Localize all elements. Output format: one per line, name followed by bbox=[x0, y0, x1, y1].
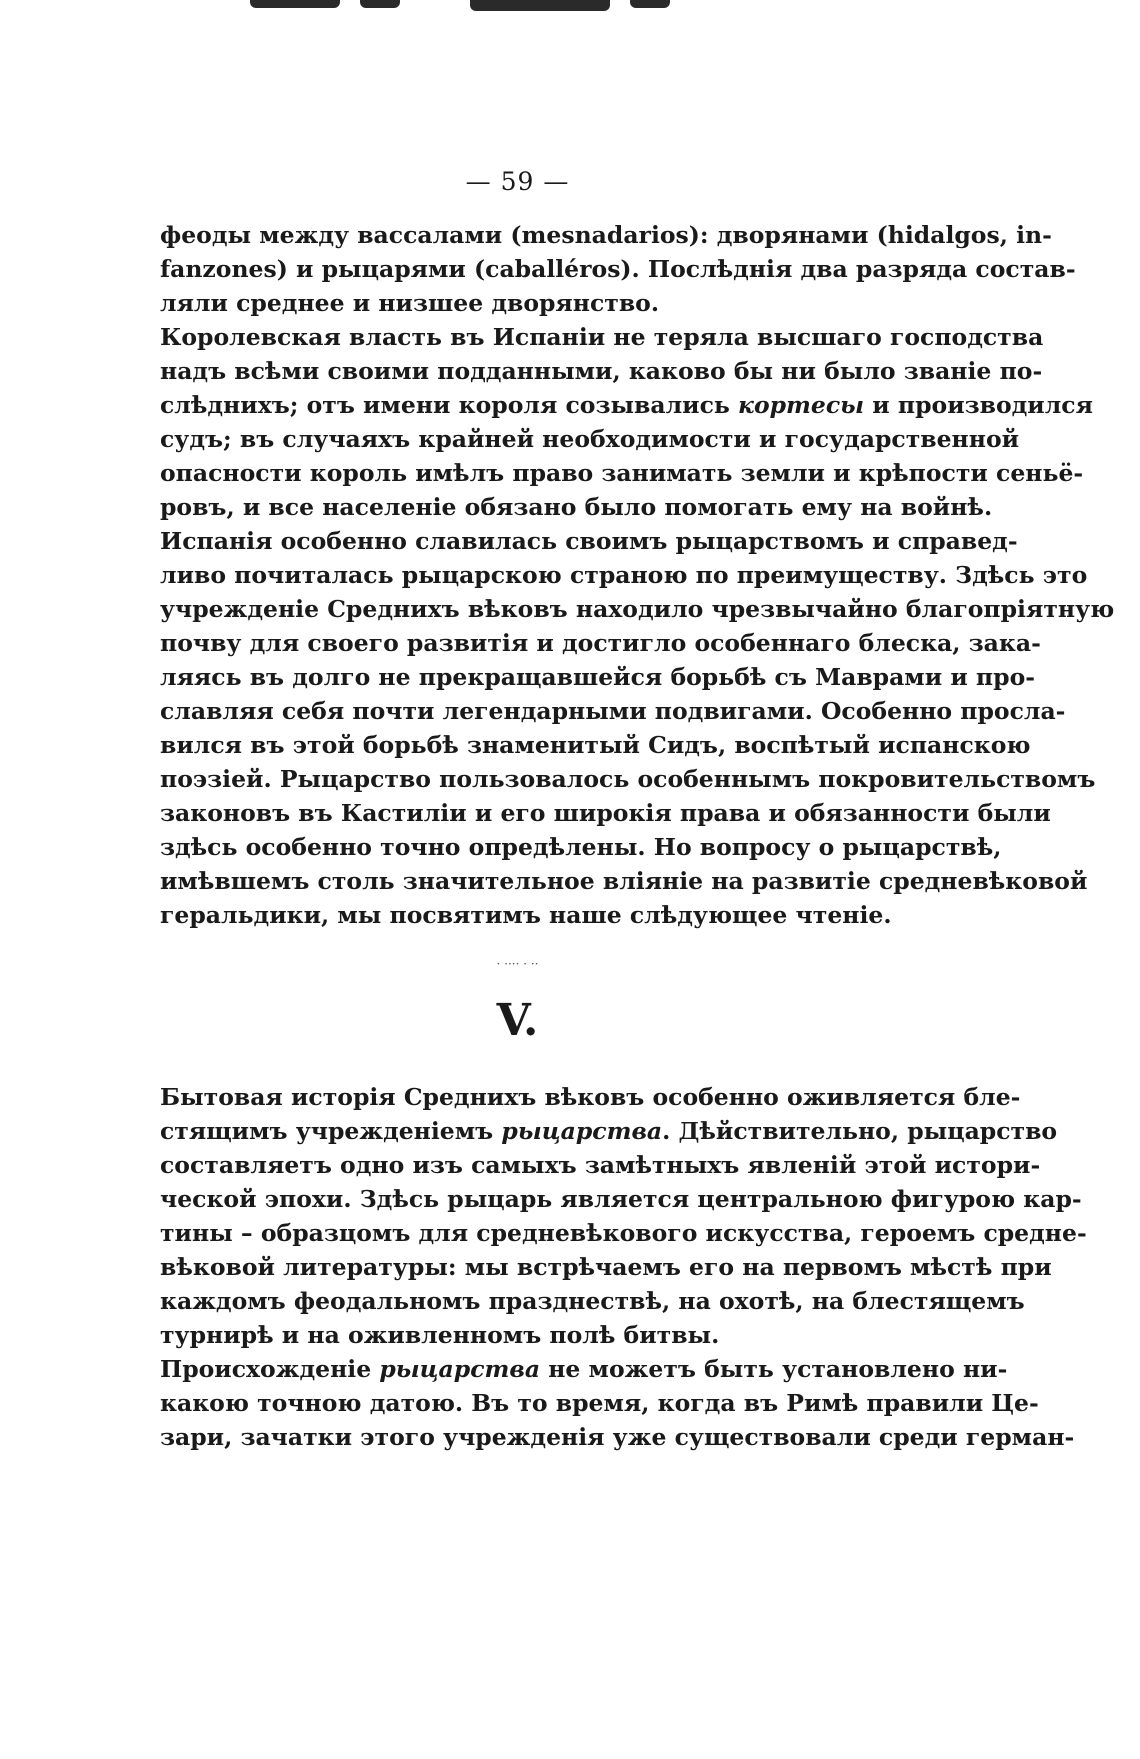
book-page bbox=[160, 160, 1115, 1454]
text-line: турнирѣ и на оживленномъ полѣ битвы. bbox=[160, 1321, 720, 1349]
text-line: имѣвшемъ столь значительное вліяніе на развитіе средневѣковой bbox=[160, 867, 1088, 895]
italic-term: рыцарства bbox=[501, 1117, 663, 1145]
text-line: зари, зачатки этого учрежденія уже существовали среди герман- bbox=[160, 1423, 1075, 1451]
paragraph-feudal-nobility bbox=[160, 218, 1076, 320]
text-line: Бытовая исторія Среднихъ вѣковъ особенно оживляется бле- bbox=[160, 1083, 1021, 1111]
text-line: феоды между вассалами (mesnadarios): дворянами (hidalgos, in- bbox=[160, 221, 1052, 249]
text-line: Происхожденіе рыцарства не можетъ быть установлено ни- bbox=[160, 1355, 1008, 1383]
page-number: — 59 — bbox=[465, 167, 570, 196]
text-line: учрежденіе Среднихъ вѣковъ находило чрезвычайно благопріятную bbox=[160, 595, 1115, 623]
text-line: ляли среднее и низшее дворянство. bbox=[160, 289, 660, 317]
text-line: ляясь въ долго не прекращавшейся борьбѣ съ Маврами и про- bbox=[160, 663, 1035, 691]
text-line: тины – образцомъ для средневѣкового искусства, героемъ средне- bbox=[160, 1219, 1087, 1247]
text-line: слѣднихъ; отъ имени короля созывались кортесы и производился bbox=[160, 391, 1093, 419]
italic-term: кортесы bbox=[738, 391, 865, 419]
text-line: ровъ, и все населеніе обязано было помогать ему на войнѣ. bbox=[160, 493, 993, 521]
text-line: вѣковой литературы: мы встрѣчаемъ его на первомъ мѣстѣ при bbox=[160, 1253, 1052, 1281]
text-line: Испанія особенно славилась своимъ рыцарствомъ и справед- bbox=[160, 527, 1018, 555]
italic-term: рыцарства bbox=[379, 1355, 541, 1383]
text-line: опасности король имѣлъ право занимать земли и крѣпости сеньё- bbox=[160, 459, 1084, 487]
text-line: каждомъ феодальномъ празднествѣ, на охотѣ, на блестящемъ bbox=[160, 1287, 1025, 1315]
text-line: какою точною датою. Въ то время, когда въ Римѣ правили Це- bbox=[160, 1389, 1039, 1417]
text-line: ческой эпохи. Здѣсь рыцарь является центральною фигурою кар- bbox=[160, 1185, 1082, 1213]
text-line: стящимъ учрежденіемъ рыцарства. Дѣйствительно, рыцарство bbox=[160, 1117, 1058, 1145]
top-edge-scan-artifact bbox=[0, 0, 1140, 14]
text-line: почву для своего развитія и достигло особеннаго блеска, зака- bbox=[160, 629, 1041, 657]
text-line: Королевская власть въ Испаніи не теряла высшаго господства bbox=[160, 323, 1044, 351]
text-line: законовъ въ Кастиліи и его широкія права и обязанности были bbox=[160, 799, 1051, 827]
section-separator: · ···· · ·· bbox=[496, 957, 539, 971]
text-line: здѣсь особенно точно опредѣлены. Но вопросу о рыцарствѣ, bbox=[160, 833, 1002, 861]
text-line: славляя себя почти легендарными подвигами. Особенно просла- bbox=[160, 697, 1066, 725]
text-line: геральдики, мы посвятимъ наше слѣдующее чтеніе. bbox=[160, 901, 892, 929]
text-line: вился въ этой борьбѣ знаменитый Сидъ, воспѣтый испанскою bbox=[160, 731, 1031, 759]
text-line: поэзіей. Рыцарство пользовалось особеннымъ покровительствомъ bbox=[160, 765, 1096, 793]
text-line: составляетъ одно изъ самыхъ замѣтныхъ явленій этой истори- bbox=[160, 1151, 1041, 1179]
paragraph-chivalry-origin bbox=[160, 1352, 1075, 1454]
paragraph-royal-power bbox=[160, 320, 1093, 524]
section-heading: V. bbox=[496, 995, 539, 1046]
text-line: fanzones) и рыцарями (caballéros). Послѣднія два разряда состав- bbox=[160, 255, 1076, 283]
text-line: ливо почиталась рыцарскою страною по преимуществу. Здѣсь это bbox=[160, 561, 1088, 589]
paragraph-spanish-chivalry bbox=[160, 524, 1115, 932]
paragraph-chivalry-intro bbox=[160, 1080, 1087, 1352]
text-line: судъ; въ случаяхъ крайней необходимости и государственной bbox=[160, 425, 1020, 453]
text-line: надъ всѣми своими подданными, каково бы ни было званіе по- bbox=[160, 357, 1043, 385]
